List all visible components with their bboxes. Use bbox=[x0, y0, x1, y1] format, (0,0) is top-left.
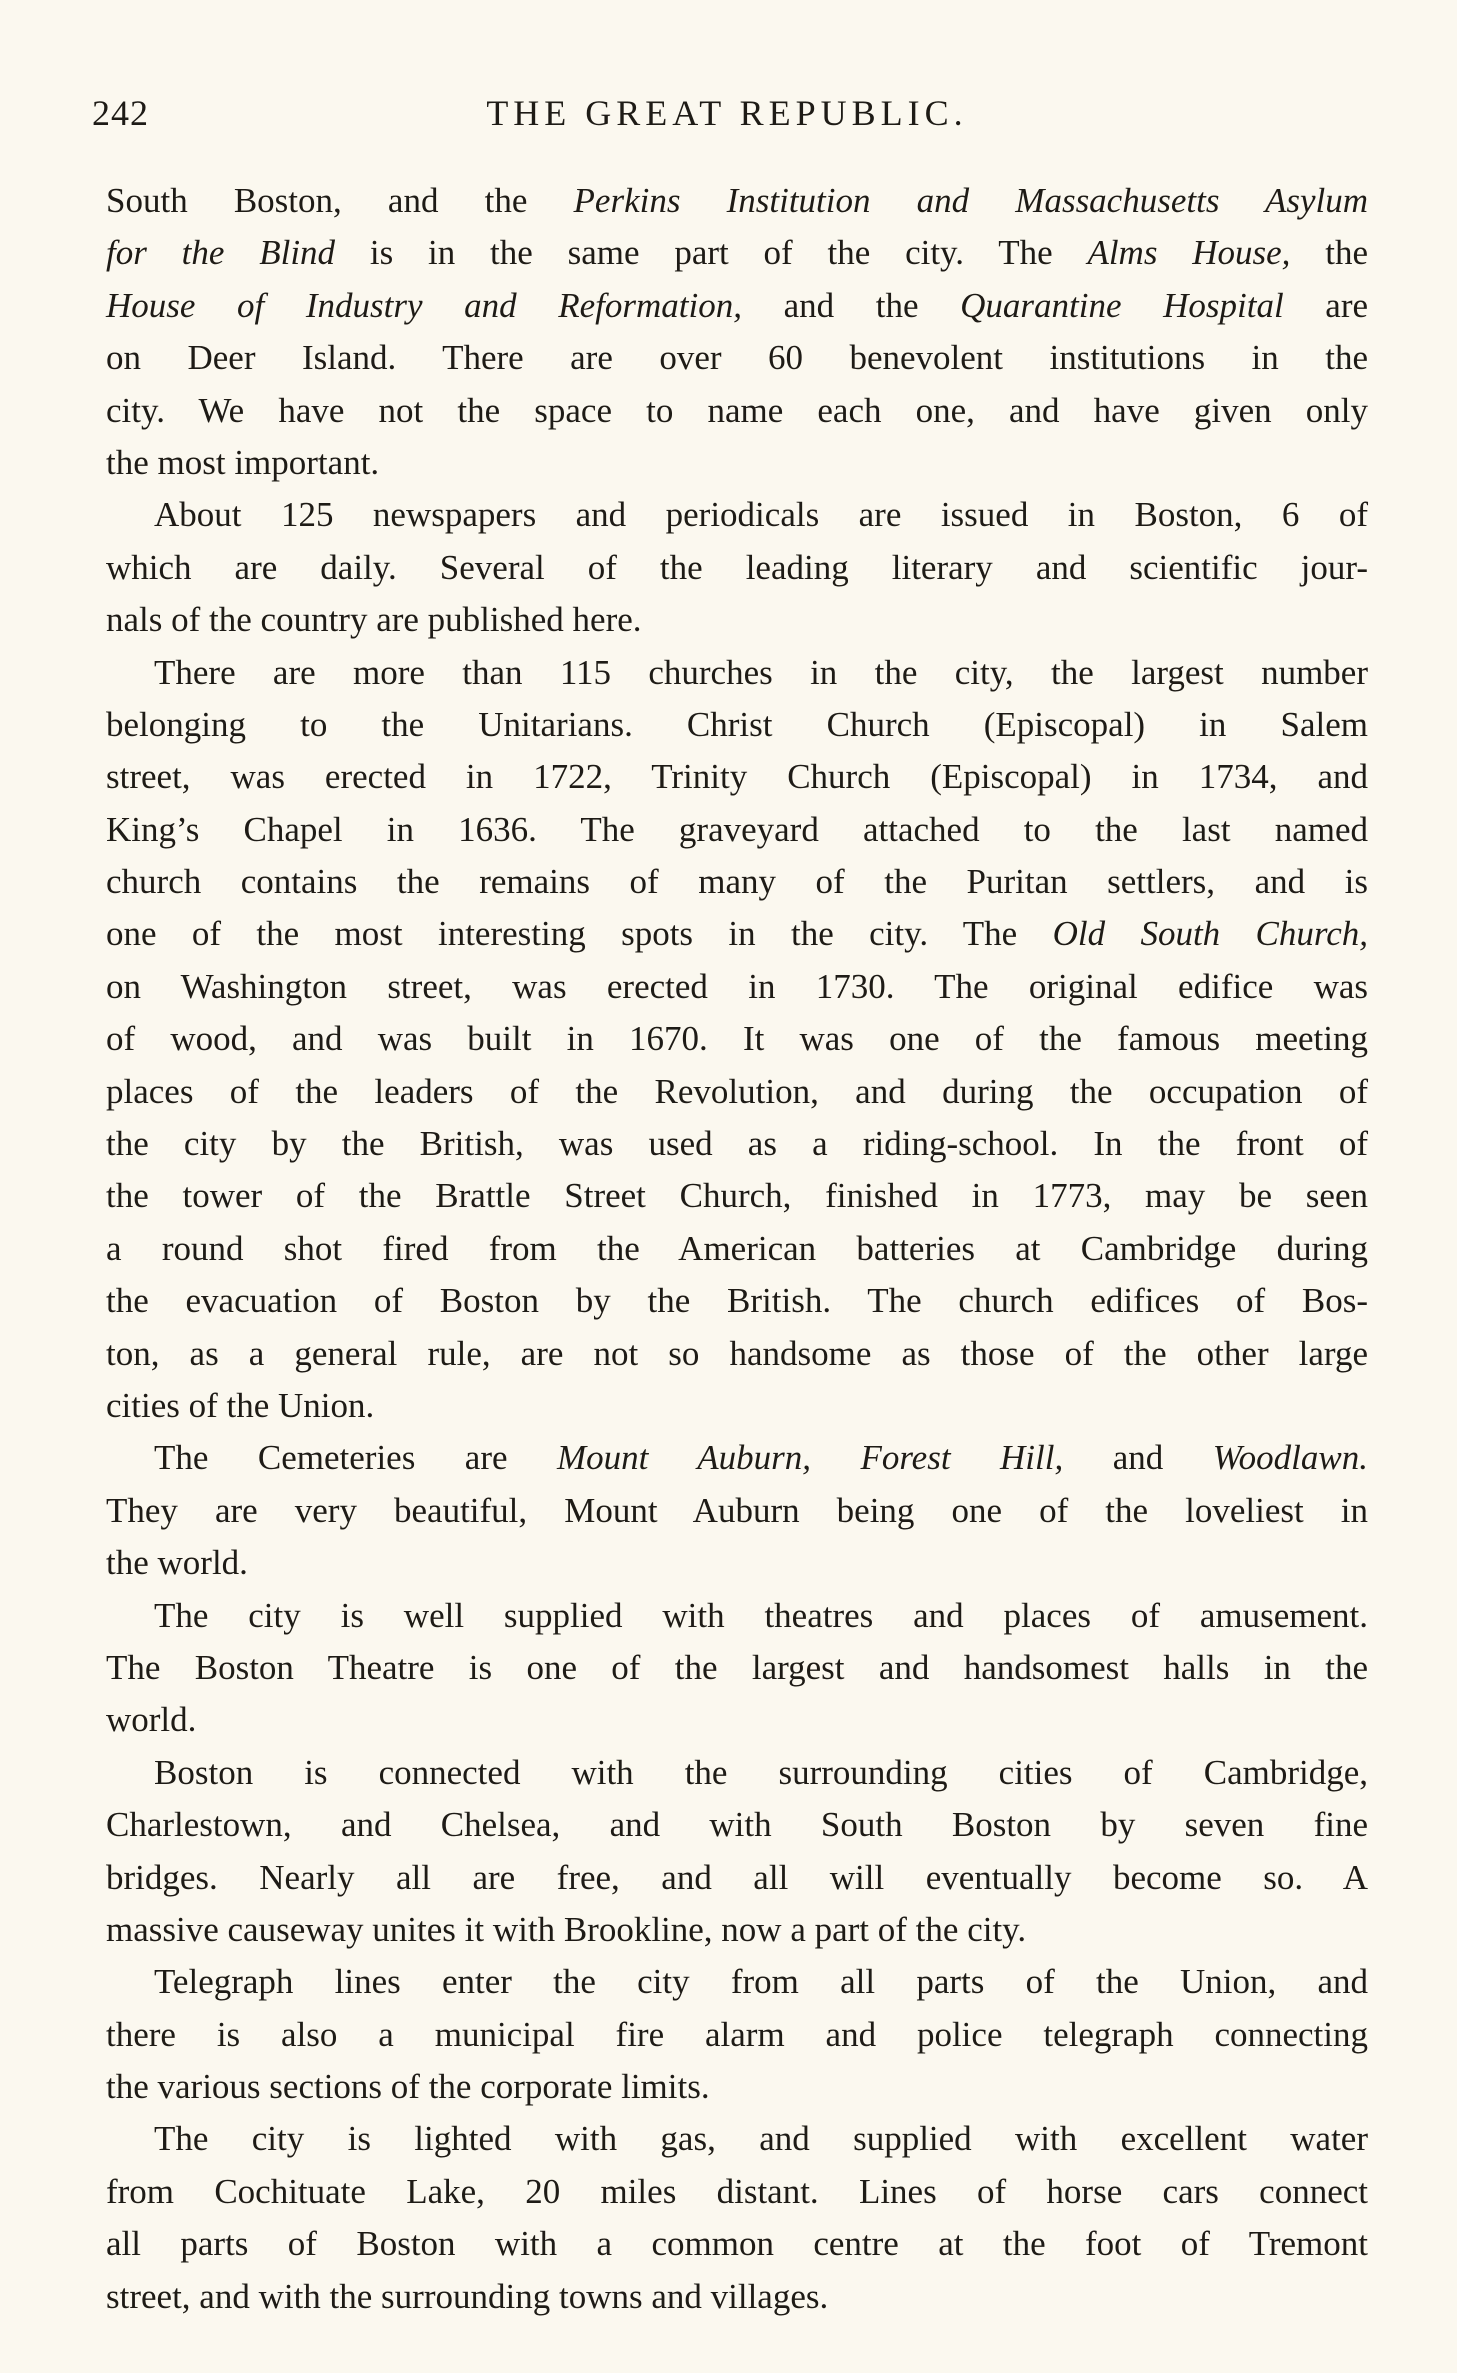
text-line bbox=[106, 1275, 1368, 1327]
text-line bbox=[106, 1642, 1368, 1694]
text-line bbox=[106, 1747, 1368, 1799]
text-segment: massive causeway unites it with Brookline, now a part of the city. bbox=[106, 1909, 1027, 1949]
text-segment: The Boston Theatre is one of the largest and handsomest halls in the bbox=[106, 1647, 1368, 1687]
body-text bbox=[106, 175, 1368, 2323]
text-line bbox=[106, 2009, 1368, 2061]
text-line bbox=[106, 804, 1368, 856]
text-segment: the tower of the Brattle Street Church, finished in 1773, may be seen bbox=[106, 1176, 1368, 1216]
text-segment: the various sections of the corporate limits. bbox=[106, 2067, 710, 2107]
italic-text: Old South Church, bbox=[1052, 914, 1368, 954]
page-number: 242 bbox=[92, 93, 149, 133]
text-segment: Charlestown, and Chelsea, and with South Boston by seven fine bbox=[106, 1805, 1368, 1845]
text-line bbox=[106, 1066, 1368, 1118]
text-line bbox=[106, 961, 1368, 1013]
text-segment: There are more than 115 churches in the city, the largest number bbox=[154, 652, 1368, 692]
text-segment: nals of the country are published here. bbox=[106, 600, 642, 640]
text-line bbox=[106, 2113, 1368, 2165]
text-line bbox=[106, 1328, 1368, 1380]
text-segment: of wood, and was built in 1670. It was one of the famous meeting bbox=[106, 1019, 1368, 1059]
running-head bbox=[92, 92, 1362, 148]
text-line bbox=[106, 280, 1368, 332]
text-line bbox=[106, 908, 1368, 960]
text-line bbox=[106, 1170, 1368, 1222]
text-line bbox=[106, 1380, 1368, 1432]
text-segment: the bbox=[1290, 233, 1369, 273]
text-segment: bridges. Nearly all are free, and all will eventually become so. A bbox=[106, 1857, 1368, 1897]
italic-text: for the Blind bbox=[106, 233, 336, 273]
text-line bbox=[106, 1223, 1368, 1275]
text-line bbox=[106, 2271, 1368, 2323]
text-segment: on Washington street, was erected in 1730. The original edifice was bbox=[106, 966, 1368, 1006]
text-segment: The city is lighted with gas, and supplied with excellent water bbox=[154, 2119, 1368, 2159]
text-segment: ton, as a general rule, are not so handsome as those of the other large bbox=[106, 1333, 1368, 1373]
text-segment: the world. bbox=[106, 1543, 248, 1583]
text-line bbox=[106, 489, 1368, 541]
text-line bbox=[106, 1485, 1368, 1537]
text-segment: are bbox=[1283, 285, 1369, 325]
text-line bbox=[106, 175, 1368, 227]
text-line bbox=[106, 2166, 1368, 2218]
text-segment: city. We have not the space to name each one, and have given only bbox=[106, 390, 1368, 430]
text-segment: Boston is connected with the surrounding cities of Cambridge, bbox=[154, 1752, 1368, 1792]
text-segment: street, and with the surrounding towns and villages. bbox=[106, 2276, 829, 2316]
text-segment: cities of the Union. bbox=[106, 1385, 375, 1425]
text-segment: the evacuation of Boston by the British. The church edifices of Bos- bbox=[106, 1281, 1368, 1321]
text-line bbox=[106, 594, 1368, 646]
italic-text: Quarantine Hospital bbox=[960, 285, 1284, 325]
text-segment: South Boston, and the bbox=[106, 181, 574, 220]
italic-text: Mount Auburn, Forest Hill, bbox=[557, 1438, 1064, 1478]
text-line bbox=[106, 1537, 1368, 1589]
text-line bbox=[106, 332, 1368, 384]
text-segment: from Cochituate Lake, 20 miles distant. Lines of horse cars connect bbox=[106, 2171, 1368, 2211]
text-line bbox=[106, 385, 1368, 437]
text-line bbox=[106, 542, 1368, 594]
italic-text: Woodlawn. bbox=[1212, 1438, 1368, 1478]
text-line bbox=[106, 1694, 1368, 1746]
text-line bbox=[106, 1852, 1368, 1904]
text-line bbox=[106, 1799, 1368, 1851]
text-segment: a round shot fired from the American batteries at Cambridge during bbox=[106, 1228, 1368, 1268]
text-segment: places of the leaders of the Revolution, and during the occupation of bbox=[106, 1071, 1368, 1111]
text-line bbox=[106, 1118, 1368, 1170]
text-segment: all parts of Boston with a common centre at the foot of Tremont bbox=[106, 2224, 1368, 2264]
running-title: THE GREAT REPUBLIC. bbox=[486, 93, 968, 133]
text-segment: King’s Chapel in 1636. The graveyard attached to the last named bbox=[106, 809, 1368, 849]
text-line bbox=[106, 2061, 1368, 2113]
text-line bbox=[106, 647, 1368, 699]
text-segment: church contains the remains of many of the Puritan settlers, and is bbox=[106, 862, 1368, 902]
text-line bbox=[106, 1013, 1368, 1065]
text-segment: and bbox=[1063, 1438, 1213, 1478]
text-segment: the most important. bbox=[106, 442, 380, 482]
text-line bbox=[106, 751, 1368, 803]
text-line bbox=[106, 437, 1368, 489]
text-line bbox=[106, 1432, 1368, 1484]
italic-text: House of Industry and Reformation, bbox=[106, 285, 742, 325]
text-line bbox=[106, 2218, 1368, 2270]
text-segment: The city is well supplied with theatres and places of amusement. bbox=[154, 1595, 1368, 1635]
text-segment: The Cemeteries are bbox=[154, 1438, 558, 1478]
text-segment: is in the same part of the city. The bbox=[335, 233, 1088, 273]
text-segment: one of the most interesting spots in the city. The bbox=[106, 914, 1053, 954]
text-segment: About 125 newspapers and periodicals are issued in Boston, 6 of bbox=[154, 495, 1368, 535]
italic-text: Alms House, bbox=[1087, 233, 1291, 273]
text-segment: there is also a municipal fire alarm and police telegraph connecting bbox=[106, 2014, 1368, 2054]
text-line bbox=[106, 1956, 1368, 2008]
text-segment: and the bbox=[741, 285, 961, 325]
text-segment: They are very beautiful, Mount Auburn being one of the loveliest in bbox=[106, 1490, 1368, 1530]
text-line bbox=[106, 856, 1368, 908]
text-segment: street, was erected in 1722, Trinity Church (Episcopal) in 1734, and bbox=[106, 757, 1368, 797]
text-segment: Telegraph lines enter the city from all parts of the Union, and bbox=[154, 1962, 1368, 2002]
text-line bbox=[106, 699, 1368, 751]
text-segment: world. bbox=[106, 1700, 197, 1740]
text-line bbox=[106, 227, 1368, 279]
italic-text: Perkins Institution and Massachusetts Asylum bbox=[573, 181, 1368, 220]
text-line bbox=[106, 1590, 1368, 1642]
text-segment: belonging to the Unitarians. Christ Church (Episcopal) in Salem bbox=[106, 704, 1368, 744]
text-segment: the city by the British, was used as a riding-school. In the front of bbox=[106, 1124, 1368, 1164]
text-line bbox=[106, 1904, 1368, 1956]
text-segment: which are daily. Several of the leading literary and scientific jour- bbox=[106, 547, 1368, 587]
text-segment: on Deer Island. There are over 60 benevolent institutions in the bbox=[106, 338, 1368, 378]
